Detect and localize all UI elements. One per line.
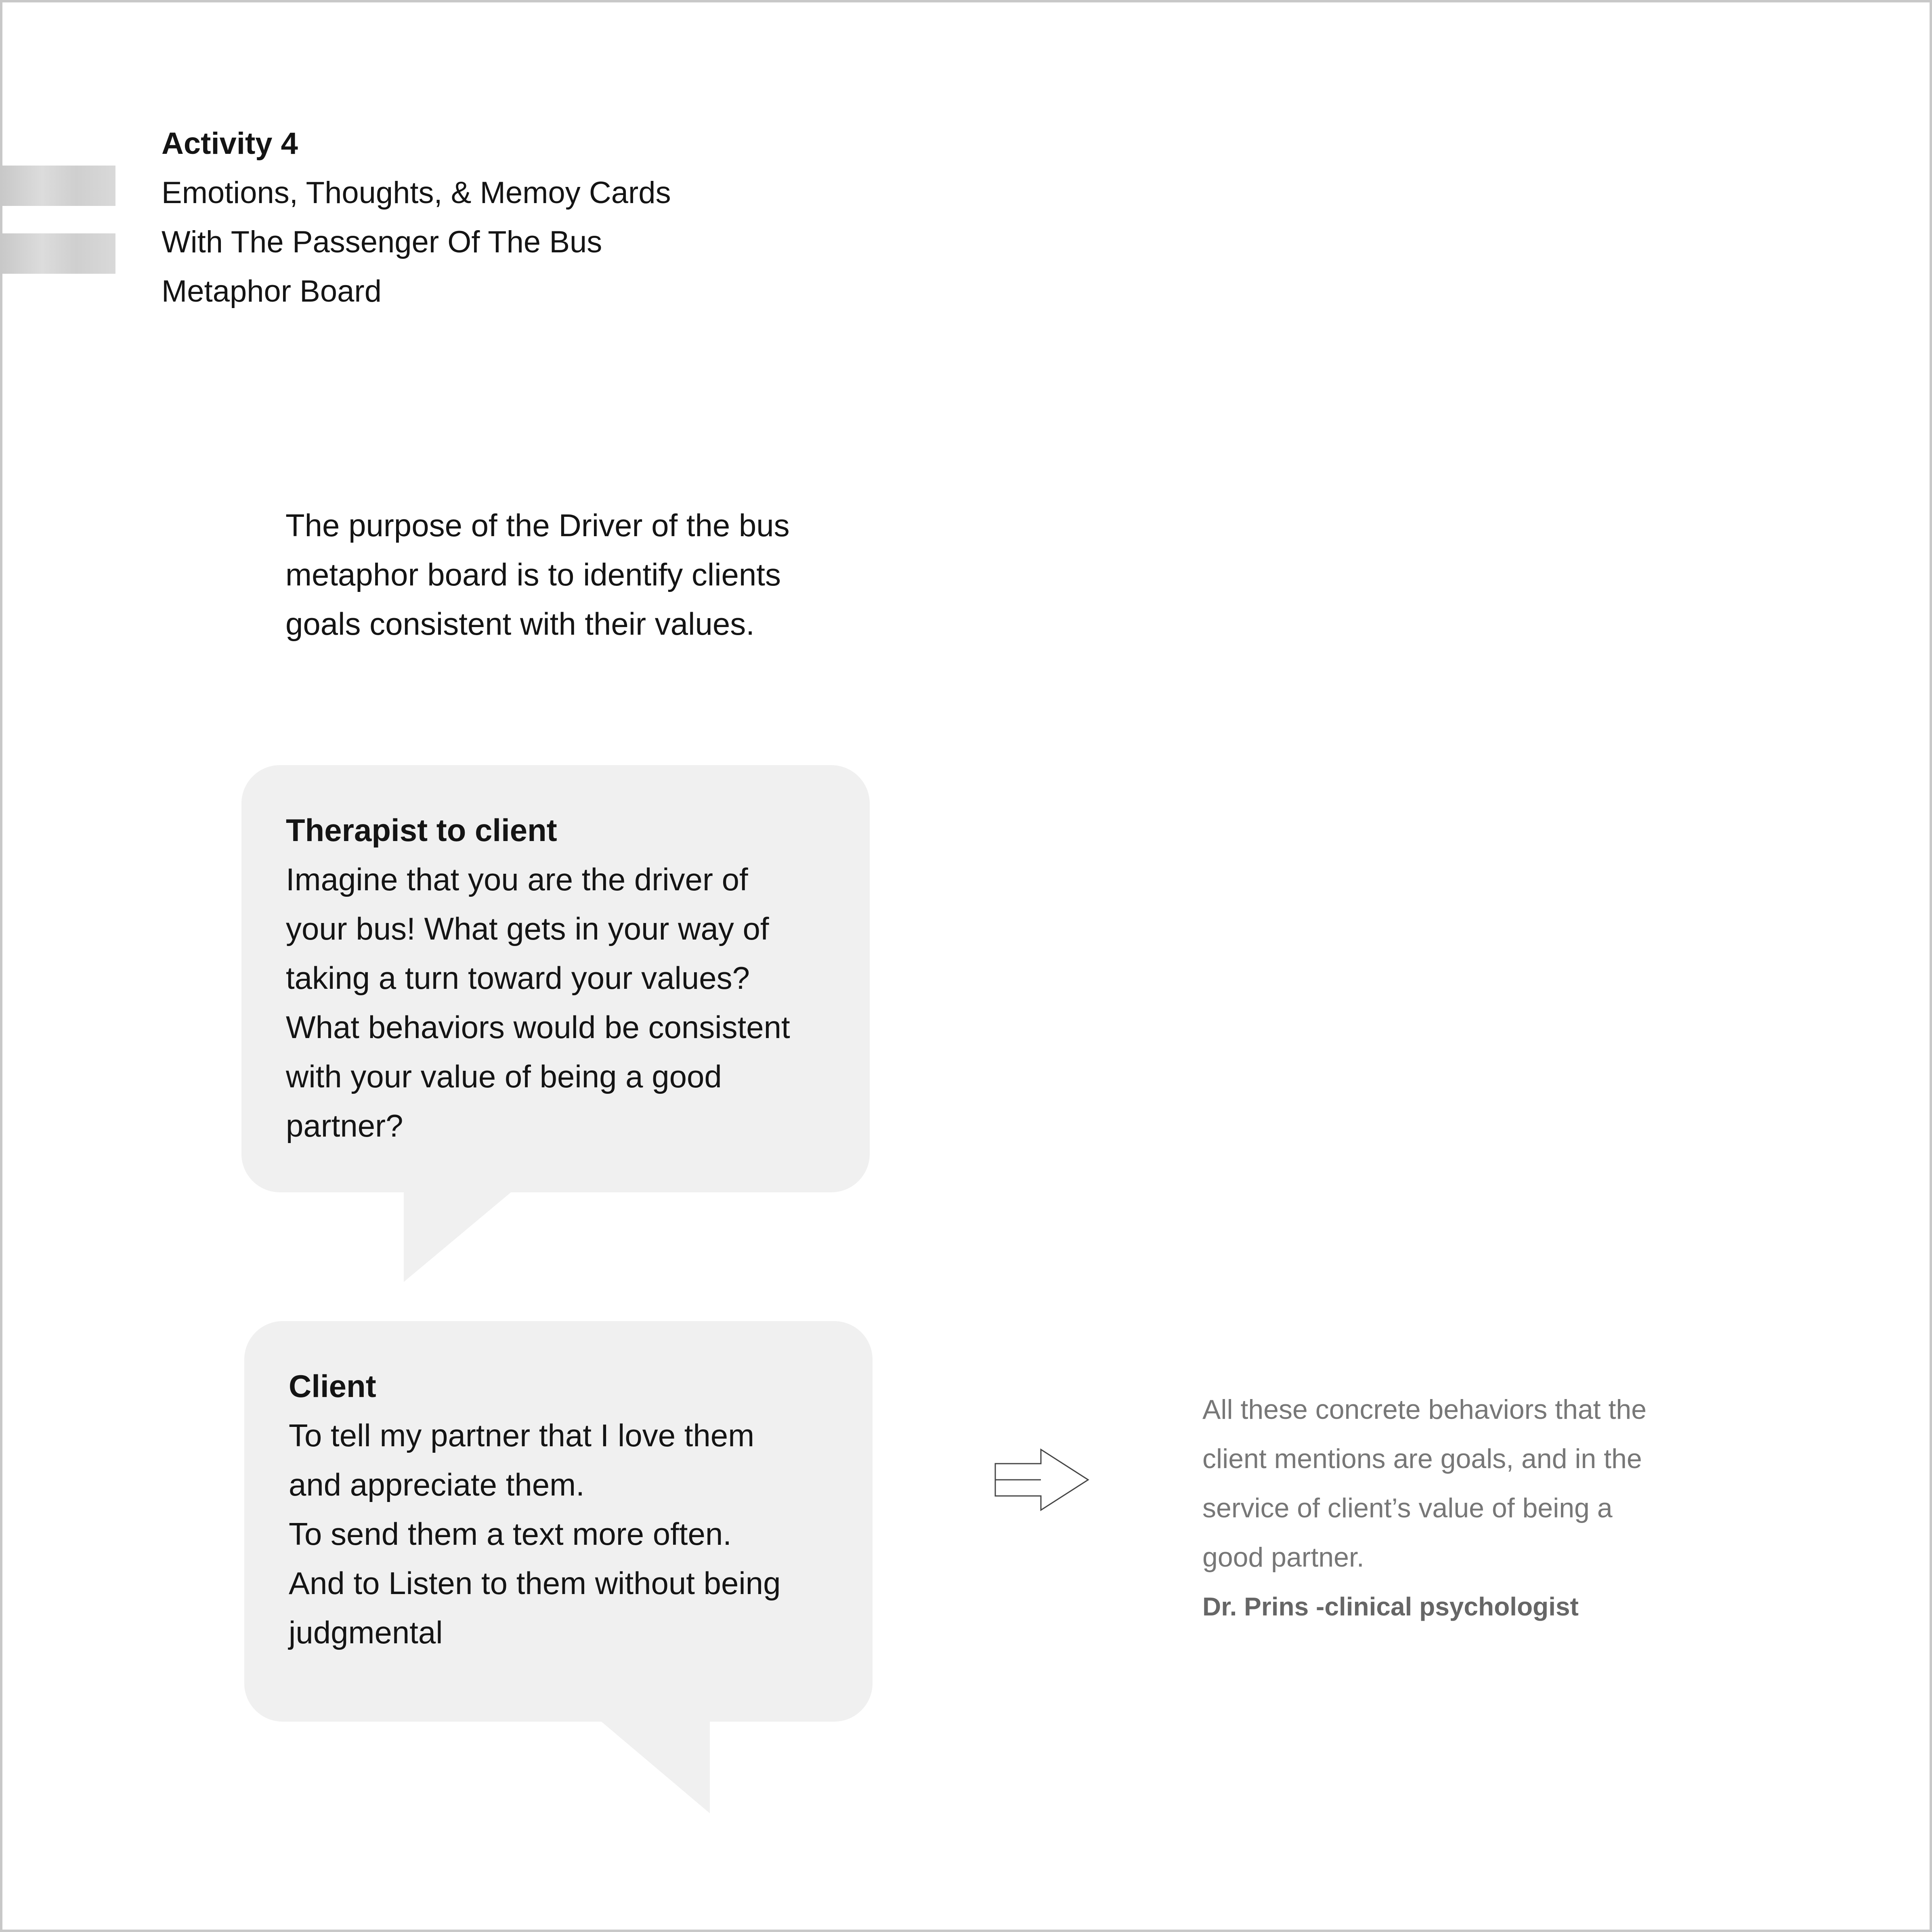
client-speech-bubble [244,1321,873,1722]
quote-attribution: Dr. Prins -clinical psychologist [1202,1592,1579,1621]
psychologist-quote [1202,1385,1747,1631]
decorative-tab-mark-bottom [2,233,115,274]
client-line-2: and appreciate them. [289,1467,585,1502]
client-line-3: To send them a text more often. [289,1516,732,1552]
decorative-tab-mark-top [2,166,115,206]
activity-header [162,119,671,316]
activity-subtitle-line-1: Emotions, Thoughts, & Memoy Cards [162,176,671,210]
therapist-line-2: your bus! What gets in your way of [286,911,769,946]
therapist-bubble-tail [402,1189,523,1284]
therapist-speaker-label: Therapist to client [286,812,557,848]
intro-line-3: goals consistent with their values. [285,606,755,642]
client-bubble-tail [596,1718,717,1815]
therapist-speech-bubble [241,765,870,1192]
client-line-1: To tell my partner that I love them [289,1418,755,1453]
activity-subtitle-line-3: Metaphor Board [162,274,382,308]
client-speaker-label: Client [289,1368,376,1404]
activity-subtitle-line-2: With The Passenger Of The Bus [162,225,602,259]
client-line-4: And to Listen to them without being [289,1565,781,1601]
quote-line-1: All these concrete behaviors that the [1202,1394,1647,1425]
therapist-line-1: Imagine that you are the driver of [286,862,748,897]
therapist-line-6: partner? [286,1108,403,1143]
therapist-line-3: taking a turn toward your values? [286,960,750,996]
therapist-line-4: What behaviors would be consistent [286,1009,790,1045]
intro-paragraph [285,501,891,648]
client-line-5: judgmental [289,1615,443,1650]
therapist-line-5: with your value of being a good [286,1059,722,1094]
right-arrow-outline-icon [993,1447,1090,1512]
activity-title: Activity 4 [162,126,298,161]
quote-line-2: client mentions are goals, and in the [1202,1443,1642,1474]
intro-line-2: metaphor board is to identify clients [285,557,781,592]
intro-line-1: The purpose of the Driver of the bus [285,508,790,543]
quote-line-3: service of client’s value of being a [1202,1493,1613,1523]
quote-line-4: good partner. [1202,1542,1364,1573]
